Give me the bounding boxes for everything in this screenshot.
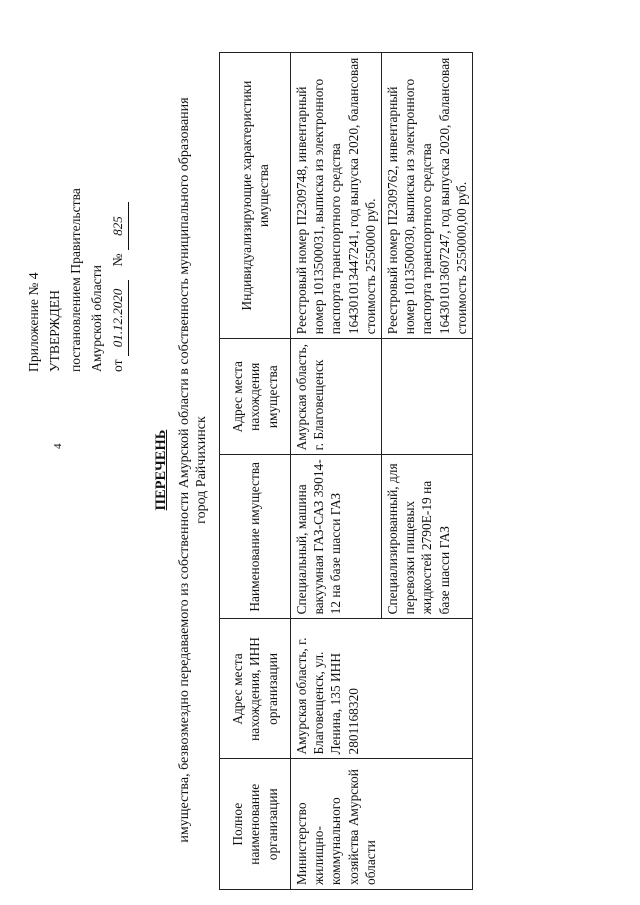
property-name-cell: Специализированный, для перевозки пищевых жидкостей 2790Е-19 на базе шасси ГАЗ [382, 455, 473, 619]
approved-label: УТВЕРЖДЕН [47, 290, 62, 372]
property-name-cell: Специальный, машина вакуумная ГАЗ-САЗ 39014-12 на базе шасси ГАЗ [291, 455, 382, 619]
document-subtitle-line1: имущества, безвозмездно передаваемого из собственности Амурской области в собственность муниципального образования [177, 97, 192, 843]
header-property-location: Адрес места нахождения имущества [220, 339, 291, 455]
appendix-label: Приложение № 4 [26, 272, 41, 372]
property-details-cell: Реестровый номер П2309762, инвентарный номер 1013500030, выписка из электронного паспорта транспортного средства 164301013607247, год выпуска 2020, балансовая стоимость 2550000,00 руб. [382, 53, 473, 339]
header-property-details: Индивидуализирующие характеристики имущества [220, 53, 291, 339]
header-property-name: Наименование имущества [220, 455, 291, 619]
header-org-address: Адрес места нахождения, ИНН организации [220, 619, 291, 759]
org-address-cell: Амурская область, г. Благовещенск, ул. Ленина, 135 ИНН 2801168320 [291, 619, 473, 759]
header-org-name: Полное наименование организации [220, 759, 291, 890]
approval-stamp [23, 52, 129, 372]
number-prefix: № [110, 253, 125, 267]
property-details-cell: Реестровый номер П2309748, инвентарный номер 1013500031, выписка из электронного паспорта транспортного средства 164301013447241, год выпуска 2020, балансовая стоимость 2550000 руб. [291, 53, 382, 339]
org-name-cell: Министерство жилищно-коммунального хозяйства Амурской области [291, 759, 473, 890]
property-location-cell: Амурская область, г. Благовещенск [291, 339, 382, 455]
document-page [5, 40, 595, 900]
table-header-row [220, 53, 291, 890]
page-number: 4 [52, 443, 64, 449]
property-table [219, 52, 473, 890]
document-title-block [153, 40, 210, 900]
property-location-cell [382, 339, 473, 455]
region-label: Амурской области [89, 265, 104, 372]
handwritten-number: 825 [107, 202, 129, 250]
document-title: ПЕРЕЧЕНЬ [153, 429, 169, 511]
decree-label: постановлением Правительства [68, 188, 83, 372]
table-row [291, 53, 382, 890]
document-subtitle-line2: город Райчихинск [194, 416, 209, 524]
handwritten-date: 01.12.2020 [107, 280, 129, 356]
date-number-line [107, 52, 129, 372]
date-prefix: от [110, 359, 125, 372]
